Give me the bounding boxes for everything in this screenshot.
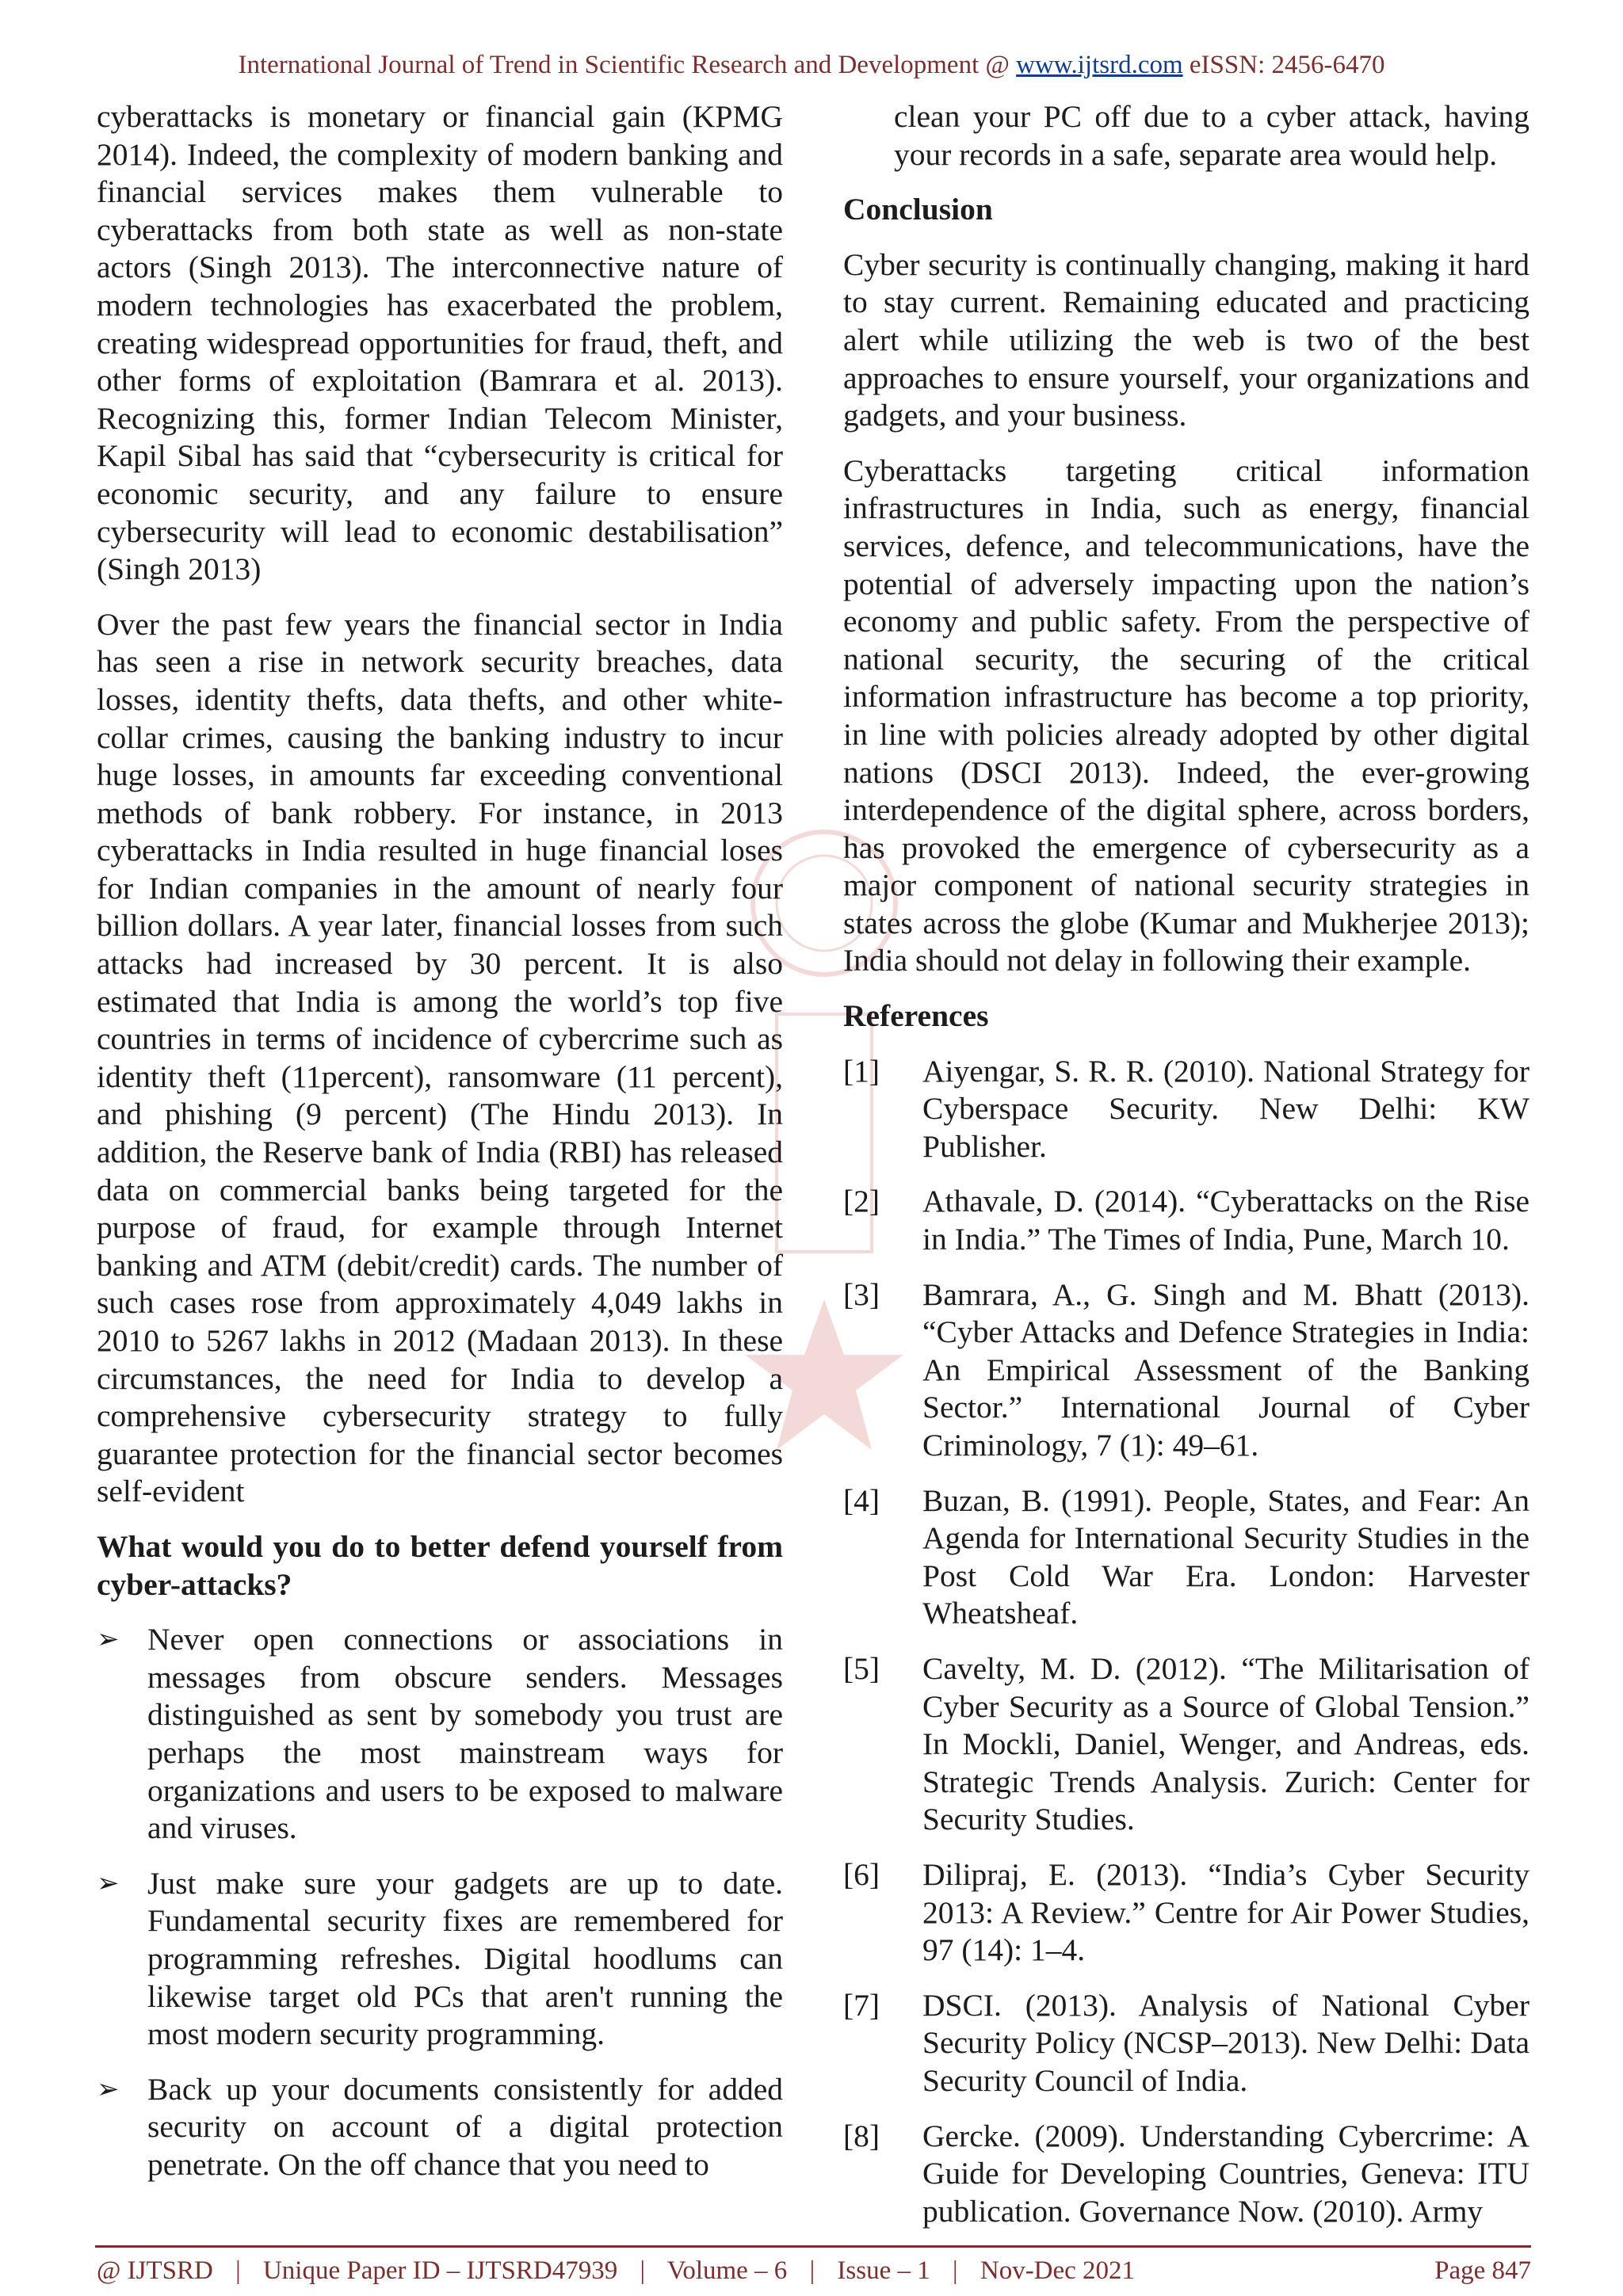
footer-separator: | [953, 2256, 958, 2285]
footer-separator: | [809, 2256, 815, 2285]
list-item [97, 2071, 783, 2184]
reference-number: [2] [843, 1184, 880, 1219]
references-list [843, 1053, 1529, 2231]
right-column [843, 98, 1529, 2248]
reference-text: Athavale, D. (2014). “Cyberattacks on the Rise in India.” The Times of India, Pune, March 10. [922, 1184, 1529, 1257]
reference-number: [8] [843, 2118, 880, 2153]
section-heading-conclusion: Conclusion [843, 192, 993, 227]
list-item-text: Just make sure your gadgets are up to date. Fundamental security fixes are remembered for programming refreshes. Digital hoodlums can likewise target old PCs that aren't running the most modern security programming. [147, 1865, 783, 2052]
header-issn: eISSN: 2456-6470 [1189, 51, 1385, 79]
reference-item [843, 1276, 1529, 1465]
reference-number: [1] [843, 1053, 880, 1089]
footer-date: Nov-Dec 2021 [980, 2256, 1136, 2285]
reference-number: [5] [843, 1650, 880, 1686]
arrow-bullet-icon: ➢ [97, 1868, 120, 1898]
reference-item [843, 1482, 1529, 1633]
reference-item [843, 1183, 1529, 1258]
journal-website-link[interactable]: www.ijtsrd.com [1016, 51, 1183, 79]
reference-number: [3] [843, 1276, 880, 1312]
reference-number: [6] [843, 1856, 880, 1892]
reference-number: [4] [843, 1482, 880, 1518]
page-number: Page 847 [1434, 2256, 1531, 2285]
footer-info [97, 2255, 1135, 2286]
left-column [97, 98, 783, 2201]
running-header [0, 49, 1623, 81]
reference-text: DSCI. (2013). Analysis of National Cyber Security Policy (NCSP–2013). New Delhi: Data Security Council of India. [922, 1987, 1529, 2098]
list-item [97, 1865, 783, 2054]
reference-text: Gercke. (2009). Understanding Cybercrime: A Guide for Developing Countries, Geneva: ITU publication. Governance Now. (2010). Army [922, 2118, 1529, 2229]
reference-item [843, 1987, 1529, 2100]
reference-item [843, 2118, 1529, 2231]
list-item-text: Back up your documents consistently for added security on account of a digital protection penetrate. On the off chance that you need to [147, 2071, 783, 2182]
footer-issue: Issue – 1 [837, 2256, 930, 2285]
footer-paper-id: Unique Paper ID – IJTSRD47939 [262, 2256, 618, 2285]
reference-text: Bamrara, A., G. Singh and M. Bhatt (2013). “Cyber Attacks and Defence Strategies in India: An Empirical Assessment of the Banking Sector.” International Journal of Cyber Criminology, 7 (1): 49–61. [922, 1276, 1529, 1463]
defense-tips-list [97, 1621, 783, 2183]
footer-volume: Volume – 6 [666, 2256, 788, 2285]
body-paragraph: cyberattacks is monetary or financial gain (KPMG 2014). Indeed, the complexity of modern banking and financial services makes them vulnerable to cyberattacks from both state as well as non-state actors (Singh 2013). The interconnective nature of modern technologies has exacerbated the problem, creating widespread opportunities for fraud, theft, and other forms of exploitation (Bamrara et al. 2013). Recognizing this, former Indian Telecom Minister, Kapil Sibal has said that “cybersecurity is critical for economic security, and any failure to ensure cybersecurity will lead to economic destabilisation” (Singh 2013) [97, 99, 783, 587]
footer-divider [95, 2245, 1531, 2248]
list-item-continuation: clean your PC off due to a cyber attack, having your records in a safe, separate area would help. [894, 99, 1529, 172]
reference-text: Dilipraj, E. (2013). “India’s Cyber Security 2013: A Review.” Centre for Air Power Studies, 97 (14): 1–4. [922, 1856, 1529, 1968]
body-paragraph: Cyber security is continually changing, making it hard to stay current. Remaining educated and practicing alert while utilizing the web is two of the best approaches to ensure yourself, your organizations and gadgets, and your business. [843, 246, 1529, 433]
reference-item [843, 1856, 1529, 1970]
footer-separator: | [235, 2256, 241, 2285]
footer-journal: @ IJTSRD [97, 2256, 213, 2285]
running-footer [97, 2255, 1531, 2286]
reference-number: [7] [843, 1987, 880, 2023]
reference-text: Buzan, B. (1991). People, States, and Fear: An Agenda for International Security Studies in the Post Cold War Era. London: Harvester Wheatsheaf. [922, 1482, 1529, 1631]
arrow-bullet-icon: ➢ [97, 1625, 120, 1655]
reference-item [843, 1650, 1529, 1839]
reference-text: Cavelty, M. D. (2012). “The Militarisation of Cyber Security as a Source of Global Tension.” In Mockli, Daniel, Wenger, and Andreas, eds. Strategic Trends Analysis. Zurich: Center for Security Studies. [922, 1650, 1529, 1837]
list-item [97, 1621, 783, 1848]
body-paragraph: Over the past few years the financial sector in India has seen a rise in network security breaches, data losses, identity thefts, data thefts, and other white-collar crimes, causing the banking industry to incur huge losses, in amounts far exceeding conventional methods of bank robbery. For instance, in 2013 cyberattacks in India resulted in huge financial loses for Indian companies in the amount of nearly four billion dollars. A year later, financial losses from such attacks had increased by 30 percent. It is also estimated that India is among the world’s top five countries in terms of incidence of cybercrime such as identity theft (11percent), ransomware (11 percent), and phishing (9 percent) (The Hindu 2013). In addition, the Reserve bank of India (RBI) has released data on commercial banks being targeted for the purpose of fraud, for example through Internet banking and ATM (debit/credit) cards. The number of such cases rose from approximately 4,049 lakhs in 2010 to 5267 lakhs in 2012 (Madaan 2013). In these circumstances, the need for India to develop a comprehensive cybersecurity strategy to fully guarantee protection for the financial sector becomes self-evident [97, 606, 783, 1509]
section-heading-defend: What would you do to better defend yourself from cyber-attacks? [97, 1528, 783, 1602]
header-journal-name: International Journal of Trend in Scientific Research and Development @ [238, 51, 1010, 79]
body-paragraph: Cyberattacks targeting critical information infrastructures in India, such as energy, financial services, defence, and telecommunications, have the potential of adversely impacting upon the nation’s economy and public safety. From the perspective of national security, the securing of the critical information infrastructure has become a top priority, in line with policies already adopted by other digital nations (DSCI 2013). Indeed, the ever-growing interdependence of the digital sphere, across borders, has provoked the emergence of cybersecurity as a major component of national security strategies in states across the globe (Kumar and Mukherjee 2013); India should not delay in following their example. [843, 452, 1529, 978]
list-item-text: Never open connections or associations in messages from obscure senders. Messages distinguished as sent by somebody you trust are perhaps the most mainstream ways for organizations and users to be exposed to malware and viruses. [147, 1622, 783, 1846]
arrow-bullet-icon: ➢ [97, 2074, 120, 2104]
section-heading-references: References [843, 998, 989, 1034]
reference-item [843, 1053, 1529, 1166]
reference-text: Aiyengar, S. R. R. (2010). National Strategy for Cyberspace Security. New Delhi: KW Publisher. [922, 1053, 1529, 1164]
footer-separator: | [640, 2256, 646, 2285]
